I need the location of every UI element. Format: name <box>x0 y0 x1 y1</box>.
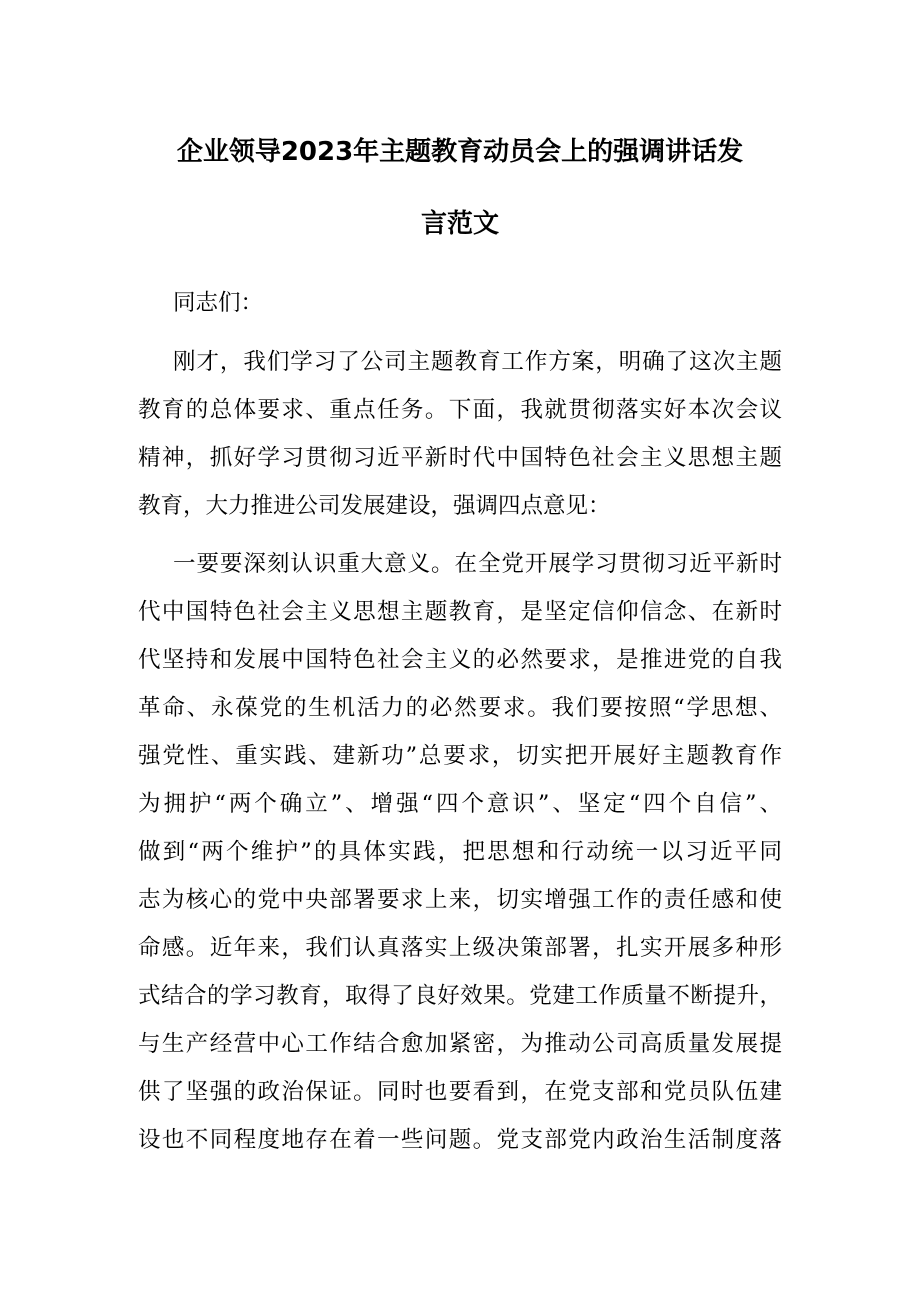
paragraph-line: 教育，大力推进公司发展建设，强调四点意见： <box>138 493 611 519</box>
salutation: 同志们： <box>173 290 264 316</box>
paragraph-line: 强党性、重实践、建新功”总要求，切实把开展好主题教育作 <box>138 743 782 769</box>
paragraph-line: 革命、永葆党的生机活力的必然要求。我们要按照“学思想、 <box>138 695 782 721</box>
paragraph-line: 刚才，我们学习了公司主题教育工作方案，明确了这次主题 <box>173 349 782 375</box>
paragraph-line: 教育的总体要求、重点任务。下面，我就贯彻落实好本次会议 <box>138 397 782 423</box>
paragraph-line: 式结合的学习教育，取得了良好效果。党建工作质量不断提升， <box>138 983 782 1009</box>
paragraph-line: 代坚持和发展中国特色社会主义的必然要求，是推进党的自我 <box>138 647 782 673</box>
paragraph-line: 为拥护“两个确立”、增强“四个意识”、坚定“四个自信”、 <box>138 791 782 817</box>
paragraph-line: 精神，抓好学习贯彻习近平新时代中国特色社会主义思想主题 <box>138 445 782 471</box>
paragraph-line: 志为核心的党中央部署要求上来，切实增强工作的责任感和使 <box>138 887 782 913</box>
paragraph-line: 与生产经营中心工作结合愈加紧密，为推动公司高质量发展提 <box>138 1031 782 1057</box>
paragraph-line: 一要要深刻认识重大意义。在全党开展学习贯彻习近平新时 <box>173 551 782 577</box>
document-title-line-2: 言范文 <box>420 209 499 239</box>
paragraph-line: 供了坚强的政治保证。同时也要看到，在党支部和党员队伍建 <box>138 1079 782 1105</box>
paragraph-line: 设也不同程度地存在着一些问题。党支部党内政治生活制度落 <box>138 1127 782 1153</box>
paragraph-line: 做到“两个维护”的具体实践，把思想和行动统一以习近平同 <box>138 839 782 865</box>
paragraph-line: 代中国特色社会主义思想主题教育，是坚定信仰信念、在新时 <box>138 599 782 625</box>
paragraph-line: 命感。近年来，我们认真落实上级决策部署，扎实开展多种形 <box>138 935 782 961</box>
document-title-line-1: 企业领导2023年主题教育动员会上的强调讲话发 <box>176 137 744 167</box>
